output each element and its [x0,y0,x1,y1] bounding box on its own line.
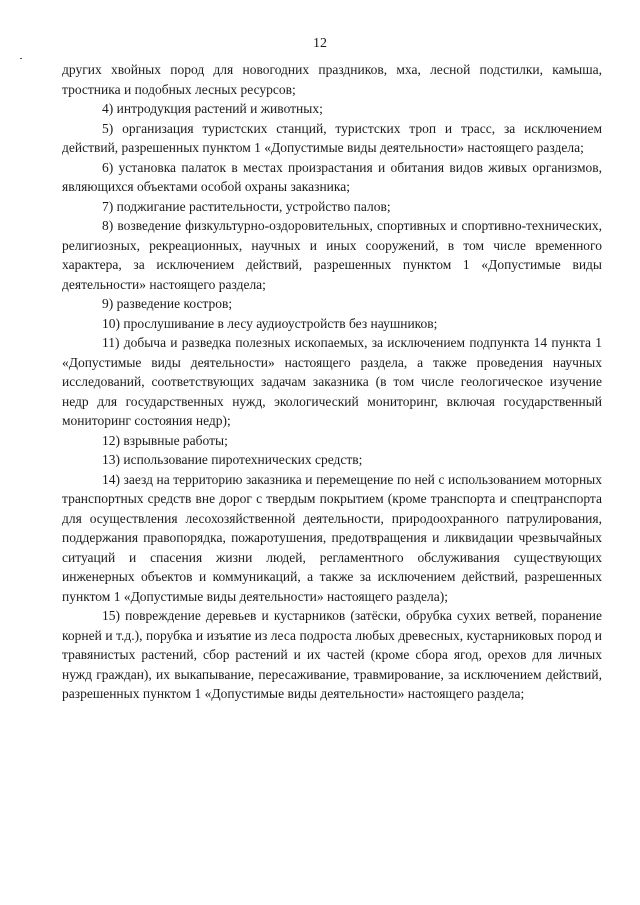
list-item-5: 5) организация туристских станций, туристских троп и трасс, за исключением действий, разрешенных пунктом 1 «Допустимые виды деятельности» настоящего раздела; [62,120,602,155]
list-item-10: 10) прослушивание в лесу аудиоустройств без наушников; [102,315,438,331]
list-item-9: 9) разведение костров; [102,296,233,311]
document-body [62,60,602,704]
list-item-13: 13) использование пиротехнических средств; [102,452,363,467]
list-item-8: 8) возведение физкультурно-оздоровительных, спортивных и спортивно-технических, религиозных, рекреационных, научных и иных сооружений, в том числе временного характера, за исключением действий, разрешенных пунктом 1 «Допустимые виды деятельности» настоящего раздела; [62,218,602,292]
paragraph-continuation: других хвойных пород для новогодних праздников, мха, лесной подстилки, камыша, тростника и подобных лесных ресурсов; [62,62,602,97]
list-item-15: 15) повреждение деревьев и кустарников (затёски, обрубка сухих ветвей, поранение корней и т.д.), порубка и изъятие из леса подроста любых древесных, кустарниковых пород и травянистых растений, сбор растений и их частей (кроме сбора ягод, орехов для личных нужд граждан), их выкапывание, пересаживание, травмирование, за исключением действий, разрешенных пунктом 1 «Допустимые виды деятельности» настоящего раздела; [62,608,602,701]
list-item-4: 4) интродукция растений и животных; [102,101,323,116]
page-number: 12 [313,36,327,51]
list-item-11: 11) добыча и разведка полезных ископаемых, за исключением подпункта 14 пункта 1 «Допустимые виды деятельности» настоящего раздела, а также проведения научных исследований, соответствующих задачам заказника (в том числе геологическое изучение недр для государственных нужд, экологический мониторинг, включая государственный мониторинг состояния недр); [62,335,602,428]
list-item-12: 12) взрывные работы; [102,432,228,448]
list-item-7: 7) поджигание растительности, устройство палов; [102,198,391,214]
list-item-6: 6) установка палаток в местах произрастания и обитания видов живых организмов, являющихся объектами особой охраны заказника; [62,159,602,194]
scan-mark [20,58,22,59]
list-item-14: 14) заезд на территорию заказника и перемещение по ней с использованием моторных транспортных средств вне дорог с твердым покрытием (кроме транспорта и спецтранспорта для осуществления лесохозяйственной деятельности, природоохранного патрулирования, поддержания правопорядка, пожаротушения, предотвращения и ликвидации чрезвычайных ситуаций и спасения жизни людей, регламентного обслуживания существующих инженерных объектов и коммуникаций, а также за исключением действий, разрешенных пунктом 1 «Допустимые виды деятельности» настоящего раздела); [62,471,602,604]
